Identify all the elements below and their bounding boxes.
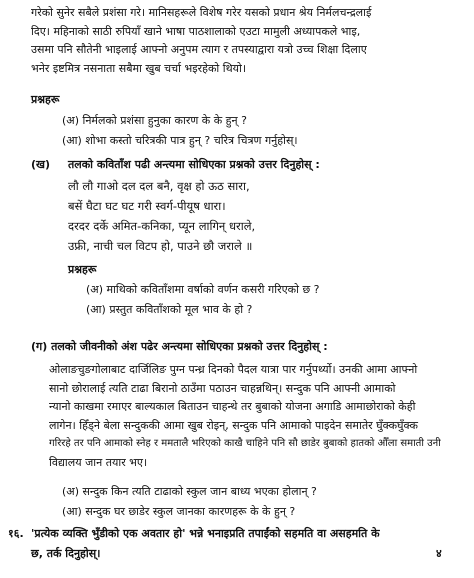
section-kha-instruction: तलको कविताँश पढी अन्त्यमा सोधिएका प्रश्नको उत्तर दिनुहोस् : <box>68 158 320 171</box>
intro-line: उसमा पनि सौतेनी भाइलाई आफ्नो अनुपम त्याग र तपस्याद्वारा यत्रो उच्च शिक्षा दिलाए <box>31 43 367 56</box>
section-ga-instruction: (ग) तलको जीवनीको अंश पढेर अन्त्यमा सोधिएका प्रश्नको उत्तर दिनुहोस् : <box>31 340 328 353</box>
section1-question-a: (अ) निर्मलको प्रशंसा हुनुका कारण के के हुन् ? <box>62 114 247 127</box>
section-ga-paragraph <box>49 361 449 472</box>
section-kha-questions-heading: प्रश्नहरू <box>68 263 97 276</box>
section-kha-question-a: (अ) माथिको कविताँशमा वर्षाको वर्णन कसरी गरिएको छ ? <box>86 283 320 296</box>
intro-line: गरेको सुनेर सबैले प्रशंसा गरे। मानिसहरूले विशेष गरेर यसको प्रधान श्रेय निर्मलचन्द्रलाई <box>31 6 372 19</box>
biography-line: ओलाङचुङगोलाबाट दार्जिलिङ पुग्न पन्ध्र दिनको पैदल यात्रा पार गर्नुपर्थ्यो। उनकी आमा आफ्नो <box>49 363 418 376</box>
intro-paragraph <box>31 4 443 78</box>
question-16-line-1: 'प्रत्येक व्यक्ति भुँडीको एक अवतार हो' भन्ने भनाइप्रति तपाईंको सहमति वा असहमति के <box>31 527 380 540</box>
poem-line-3: दरदर दर्के अमित-कनिका, प्यून लागिन् धराले, <box>68 219 256 233</box>
section-kha-label: (ख) <box>31 158 51 171</box>
section1-question-b: (आ) शोभा कस्तो चरित्रकी पात्र हुन् ? चरित्र चित्रण गर्नुहोस्। <box>62 134 298 147</box>
question-16-marks: ४ <box>436 547 442 560</box>
biography-line: सानो छोरालाई त्यति टाढा बिरानो ठाउँमा पठाउन चाहन्नथिन्। सन्दुक पनि आफ्नी आमाको <box>49 381 396 395</box>
question-16-line-2: छ, तर्क दिनुहोस्। <box>31 547 101 560</box>
intro-line: दिए। महिनाको साठी रुपियाँ खाने भाषा पाठशालाको एउटा मामुली अध्यापकले भाइ, <box>31 24 361 38</box>
poem-line-1: लौ लौ गाओ दल दल बनै, वृक्ष हो ऊठ सारा, <box>68 179 250 193</box>
section-ga-question-b: (आ) सन्दुक घर छाडेर स्कुल जानका कारणहरू के के हुन् ? <box>62 505 296 518</box>
biography-line: गरिरहे तर पनि आमाको स्नेह र ममतालै भरिएको काखै चाहिने पनि सौ छाडेर बुबाको हातको औँला समाती उनी <box>49 438 441 449</box>
biography-line: विद्यालय जान तयार भए। <box>49 455 148 469</box>
intro-line: भनेर इष्टमित्र नसनाता सबैमा खुब चर्चा भइरहेको थियो। <box>31 61 247 75</box>
section-ga-question-a: (अ) सन्दुक किन त्यति टाढाको स्कुल जान बाध्य भएका होलान् ? <box>62 485 317 498</box>
section-kha-question-b: (आ) प्रस्तुत कविताँशको मूल भाव के हो ? <box>86 303 253 316</box>
poem-line-4: उफ्री, नाची चल विटप हो, पाउने छौ जराले ॥ <box>68 239 253 253</box>
biography-line: न्यानो काखमा रमाएर बाल्यकाल बिताउन चाहन्थे तर बुबाको योजना अगाडि आमाछोराको केही <box>49 400 416 413</box>
biography-line: लागेन। हिँड्ने बेला सन्दुककी आमा खुब रोइन्, सन्दुक पनि आमाको पाइदेन समातेर घुँक्कघुँक्क <box>49 418 418 432</box>
poem-line-2: बसें घैटा घट घट गरी स्वर्ग-पीयूष धारा। <box>68 199 226 213</box>
section1-heading: प्रश्नहरू <box>31 93 60 106</box>
question-16-number: १६. <box>8 527 24 540</box>
